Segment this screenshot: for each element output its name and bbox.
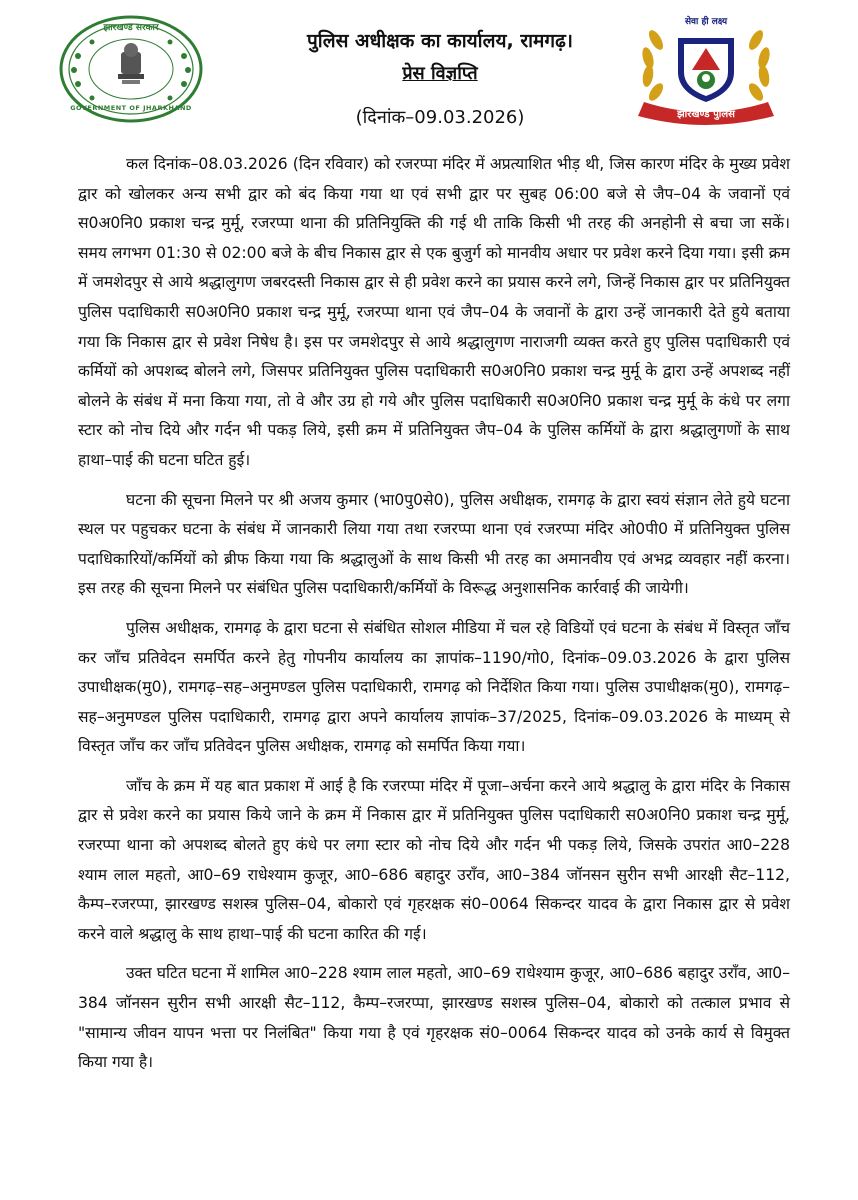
press-release-title: प्रेस विज्ञप्ति — [402, 63, 478, 84]
police-motto: सेवा ही लक्ष्य — [684, 17, 728, 27]
press-release-body — [78, 150, 790, 1088]
date-line: (दिनांक–09.03.2026) — [355, 107, 525, 128]
seal-top-text: झारखण्ड सरकार — [103, 23, 159, 33]
paragraph-suspension: उक्त घटित घटना में शामिल आ0–228 श्याम लाल महतो, आ0–69 राधेश्याम कुजूर, आ0–686 बहादुर उराँव, आ0–384 जॉनसन सुरीन सभी आरक्षी सैट–112, कैम्प–रजरप्पा, झारखण्ड सशस्त्र पुलिस–04, बोकारो को तत्काल प्रभाव से "सामान्य जीवन यापन भत्ता पर निलंबित" किया गया है एवं गृहरक्षक सं0–0064 सिकन्दर यादव को उनके कार्य से विमुक्त किया गया है। — [78, 964, 790, 1072]
seal-bottom-text: GOVERNMENT OF JHARKHAND — [70, 104, 192, 112]
police-banner-text: झारखण्ड पुलिस — [677, 109, 735, 120]
office-title: पुलिस अधीक्षक का कार्यालय, रामगढ़। — [307, 30, 573, 52]
jharkhand-government-seal-logo — [58, 14, 204, 124]
paragraph-incident: कल दिनांक–08.03.2026 (दिन रविवार) को रजरप्पा मंदिर में अप्रत्याशित भीड़ थी, जिस कारण मंदिर के मुख्य प्रवेश द्वार को खोलकर अन्य सभी द्वार को बंद किया गया था एवं सभी द्वार पर सुबह 06:00 बजे से जैप–04 के जवानों एवं स0अ0नि0 प्रकाश चन्द्र मुर्मू, रजरप्पा थाना की प्रतिनियुक्ति की गई थी ताकि किसी भी तरह की अनहोनी से बचा जा सकें। समय लगभग 01:30 से 02:00 बजे के बीच निकास द्वार से एक बुजुर्ग को मानवीय अधार पर प्रवेश करने दिया गया। इसी क्रम में जमशेदपुर से आये श्रद्धालुगण जबरदस्ती निकास द्वार से ही प्रवेश करने का प्रयास करने लगे, जिन्हें निकास द्वार पर प्रतिनियुक्त पुलिस पदाधिकारी स0अ0नि0 प्रकाश चन्द्र मुर्मू, रजरप्पा थाना एवं जैप–04 के जवानों के द्वारा उन्हें जानकारी देते हुये बताया गया कि निकास द्वार से प्रवेश निषेध है। इस पर जमशेदपुर से आये श्रद्धालुगण नाराजगी व्यक्त करते हुए पुलिस पदाधिकारी एवं कर्मियों को अपशब्द बोलने लगे, जिसपर प्रतिनियुक्त पुलिस पदाधिकारी स0अ0नि0 प्रकाश चन्द्र मुर्मू के द्वारा उन्हें अपशब्द नहीं बोलने के संबंध में मना किया गया, तो वे और उग्र हो गये और पुलिस पदाधिकारी स0अ0नि0 प्रकाश चन्द्र मुर्मू के कंधे पर लगा स्टार को नोच दिये और गर्दन भी पकड़ लिये, इसी क्रम में प्रतिनियुक्त जैप–04 के पुलिस कर्मियों के द्वारा श्रद्धालुगणों के साथ हाथा–पाई की घटना घटित हुई। — [78, 155, 791, 469]
ashoka-emblem-icon — [118, 43, 144, 84]
paragraph-sp-response: घटना की सूचना मिलने पर श्री अजय कुमार (भा0पु0से0), पुलिस अधीक्षक, रामगढ़ के द्वारा स्वयं संज्ञान लेते हुये घटना स्थल पर पहुचकर घटना के संबंध में जानकारी लिया गया तथा रजरप्पा थाना एवं रजरप्पा मंदिर ओ0पी0 में प्रतिनियुक्त पुलिस पदाधिकारियों/कर्मियों को ब्रीफ किया गया कि श्रद्धालुओं के साथ किसी भी तरह का अमानवीय एवं अभद्र व्यवहार नहीं करना। इस तरह की सूचना मिलने पर संबंधित पुलिस पदाधिकारी/कर्मियों के विरूद्ध अनुशासनिक कार्रवाई की जायेगी। — [78, 490, 790, 598]
document-header — [250, 28, 630, 130]
jharkhand-police-logo — [626, 10, 786, 126]
paragraph-inquiry-order: पुलिस अधीक्षक, रामगढ़ के द्वारा घटना से संबंधित सोशल मीडिया में चल रहे विडियों एवं घटना के संबंध में विस्तृत जाँच कर जाँच प्रतिवेदन समर्पित करने हेतु गोपनीय कार्यालय का ज्ञापांक–1190/गो0, दिनांक–09.03.2026 के द्वारा पुलिस उपाधीक्षक(मु0), रामगढ़–सह–अनुमण्डल पुलिस पदाधिकारी, रामगढ़ को निर्देशित किया गया। पुलिस उपाधीक्षक(मु0), रामगढ़–सह–अनुमण्डल पुलिस पदाधिकारी, रामगढ़ द्वारा अपने कार्यालय ज्ञापांक–37/2025, दिनांक–09.03.2026 के माध्यम् से विस्तृत जाँच कर जाँच प्रतिवेदन पुलिस अधीक्षक, रामगढ़ को समर्पित किया गया। — [78, 618, 790, 756]
paragraph-inquiry-findings: जाँच के क्रम में यह बात प्रकाश में आई है कि रजरप्पा मंदिर में पूजा–अर्चना करने आये श्रद्धालु के द्वारा मंदिर के निकास द्वार से प्रवेश करने का प्रयास किये जाने के क्रम में निकास द्वार में प्रतिनियुक्त पुलिस पदाधिकारी स0अ0नि0 प्रकाश चन्द्र मुर्मू, रजरप्पा थाना को अपशब्द बोलते हुए कंधे पर लगा स्टार को नोच दिये और गर्दन भी पकड़ लिये, जिसके उपरांत आ0–228 श्याम लाल महतो, आ0–69 राधेश्याम कुजूर, आ0–686 बहादुर उराँव, आ0–384 जॉनसन सुरीन सभी आरक्षी सैट–112, कैम्प–रजरप्पा, झारखण्ड सशस्त्र पुलिस–04, बोकारो एवं गृहरक्षक सं0–0064 सिकन्दर यादव के द्वारा निकास द्वार से प्रवेश करने वाले श्रद्धालु के साथ हाथा–पाई की घटना कारित की गई। — [78, 776, 790, 943]
